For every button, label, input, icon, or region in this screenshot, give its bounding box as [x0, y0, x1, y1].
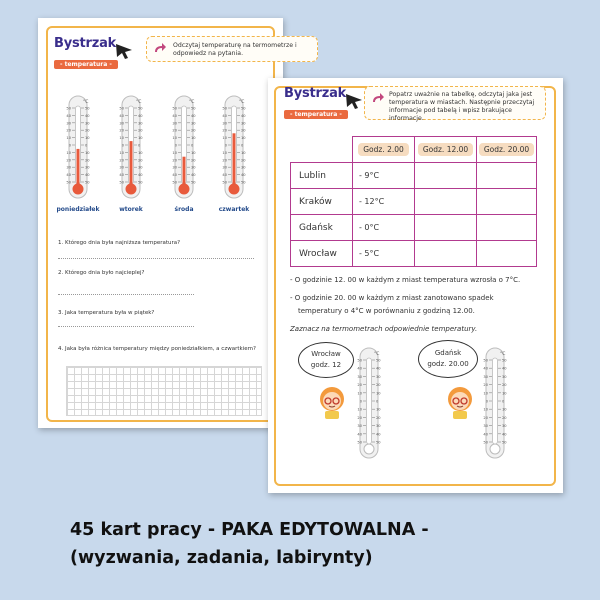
tick-label: 40: [172, 173, 177, 178]
tick-label: 50: [85, 106, 90, 111]
tick-label: 30: [85, 165, 90, 170]
question-4: 4. Jaka była różnica temperatury między poniedziałkiem, a czwartkiem?: [58, 346, 256, 352]
tick-label: 50: [502, 440, 507, 445]
tick-label: 30: [85, 121, 90, 126]
tick-label: 50: [502, 358, 507, 363]
empty-cell[interactable]: [415, 215, 477, 241]
table-header: [415, 137, 477, 163]
bubble-city: Wrocław: [311, 350, 341, 358]
tick-label: 50: [138, 180, 143, 185]
tick-label: 20: [241, 128, 246, 133]
tick-label: 10: [66, 150, 71, 155]
mercury-column: [77, 149, 80, 184]
tick-label: 40: [191, 113, 196, 118]
tick-label: 40: [222, 173, 227, 178]
tick-label: 0: [502, 399, 505, 404]
tick-label: 40: [483, 432, 488, 437]
tick-label: 50: [222, 180, 227, 185]
thermometer-icon: [64, 92, 92, 202]
day-label: środa: [174, 206, 194, 213]
tick-label: 10: [66, 136, 71, 141]
tick-label: 10: [138, 136, 143, 141]
tick-label: 20: [138, 128, 143, 133]
thermometer-bulb: [73, 184, 83, 194]
unit-label: °C: [136, 100, 142, 105]
tick-label: 10: [222, 150, 227, 155]
tick-label: 10: [376, 407, 381, 412]
tick-label: 20: [502, 383, 507, 388]
tick-label: 50: [138, 106, 143, 111]
day-thermometer: [220, 92, 248, 206]
task-text: Zaznacz na termometrach odpowiednie temperatury.: [290, 325, 478, 333]
city-name: Wrocław: [291, 241, 353, 267]
worksheet-thermometers: [38, 18, 297, 428]
thermometer-icon: [117, 92, 145, 202]
tick-label: 20: [483, 383, 488, 388]
caption-line-1: 45 kart pracy - PAKA EDYTOWALNA -: [70, 520, 429, 540]
logo-word: Bystrzak: [54, 36, 117, 51]
empty-cell[interactable]: [415, 189, 477, 215]
tick-label: 10: [357, 391, 362, 396]
tick-label: 20: [138, 158, 143, 163]
speech-bubble-gdansk: [418, 340, 478, 378]
tick-label: 10: [85, 136, 90, 141]
tick-label: 40: [376, 366, 381, 371]
bystrzak-logo: [284, 86, 348, 120]
table-row: [291, 163, 537, 189]
tick-label: 0: [485, 399, 488, 404]
tick-label: 10: [241, 136, 246, 141]
tick-label: 30: [119, 121, 124, 126]
tick-label: 40: [138, 173, 143, 178]
tick-label: 30: [483, 374, 488, 379]
header-label: Godz. 12.00: [418, 143, 473, 156]
tick-label: 0: [191, 143, 194, 148]
thermometer-bulb: [229, 184, 239, 194]
cursor-arrow-icon: [114, 42, 134, 60]
logo-subtitle: - temperatura -: [54, 60, 118, 69]
curved-arrow-icon: [371, 92, 385, 104]
empty-cell[interactable]: [477, 189, 537, 215]
tick-label: 10: [85, 150, 90, 155]
bubble-city: Gdańsk: [434, 349, 462, 357]
thermometer-icon: [354, 344, 384, 462]
tick-label: 30: [172, 165, 177, 170]
tick-label: 30: [376, 374, 381, 379]
tick-label: 20: [502, 415, 507, 420]
tick-label: 30: [66, 165, 71, 170]
tick-label: 10: [483, 391, 488, 396]
temperature-cell: - 5°C: [353, 241, 415, 267]
bubble-time: godz. 20.00: [427, 360, 469, 368]
speech-bubble-wroclaw: [298, 342, 354, 378]
header-label: Godz. 20.00: [479, 143, 534, 156]
table-header: [353, 137, 415, 163]
tick-label: 50: [66, 180, 71, 185]
tick-label: 40: [241, 113, 246, 118]
empty-cell[interactable]: [477, 163, 537, 189]
logo-word: Bystrzak: [284, 86, 347, 101]
tick-label: 40: [119, 113, 124, 118]
tick-label: 50: [357, 440, 362, 445]
tick-label: 40: [191, 173, 196, 178]
temperature-cell: - 0°C: [353, 215, 415, 241]
unit-label: °C: [239, 100, 245, 105]
empty-cell[interactable]: [477, 215, 537, 241]
thermometer-tube: [367, 358, 372, 444]
info-note-2-cont: temperatury o 4°C w porównaniu z godziną 12.00.: [298, 307, 475, 315]
empty-cell[interactable]: [415, 163, 477, 189]
tick-label: 20: [119, 158, 124, 163]
day-label: poniedziałek: [56, 206, 100, 213]
tick-label: 50: [172, 180, 177, 185]
tick-label: 30: [502, 424, 507, 429]
tick-label: 10: [241, 150, 246, 155]
tick-label: 20: [191, 158, 196, 163]
instruction-box: [364, 86, 546, 120]
tick-label: 20: [85, 128, 90, 133]
city-name: Kraków: [291, 189, 353, 215]
tick-label: 0: [68, 143, 71, 148]
tick-label: 10: [138, 150, 143, 155]
table-row: [291, 189, 537, 215]
child-character-icon: [444, 384, 476, 420]
tick-label: 50: [119, 180, 124, 185]
tick-label: 40: [138, 113, 143, 118]
header-label: Godz. 2.00: [358, 143, 409, 156]
day-thermometer: [64, 92, 92, 206]
tick-label: 30: [357, 374, 362, 379]
tick-label: 10: [119, 150, 124, 155]
tick-label: 0: [241, 143, 244, 148]
tick-label: 30: [66, 121, 71, 126]
tick-label: 0: [224, 143, 227, 148]
child-character-icon: [316, 384, 348, 420]
tick-label: 10: [172, 136, 177, 141]
tick-label: 30: [357, 424, 362, 429]
thermometer-icon: [220, 92, 248, 202]
tick-label: 30: [191, 165, 196, 170]
answer-line: [58, 258, 254, 259]
tick-label: 40: [119, 173, 124, 178]
tick-label: 50: [66, 106, 71, 111]
bystrzak-logo: [54, 36, 118, 70]
tick-label: 40: [222, 113, 227, 118]
tick-label: 0: [121, 143, 124, 148]
tick-label: 50: [241, 180, 246, 185]
thermometer-bulb: [364, 444, 374, 454]
mercury-column: [130, 141, 133, 184]
tick-label: 50: [357, 358, 362, 363]
caption-line-2: (wyzwania, zadania, labirynty): [70, 548, 373, 568]
tick-label: 20: [357, 415, 362, 420]
thermometer-icon: [170, 92, 198, 202]
tick-label: 10: [191, 150, 196, 155]
instruction-text: Popatrz uważnie na tabelkę, odczytaj jaka jest temperatura w miastach. Następnie przeczytaj informacje pod tabelą i wpisz brakujące informacje.: [389, 91, 535, 122]
temperature-cell: - 12°C: [353, 189, 415, 215]
tick-label: 40: [502, 432, 507, 437]
tick-label: 20: [376, 415, 381, 420]
tick-label: 20: [66, 158, 71, 163]
tick-label: 30: [483, 424, 488, 429]
tick-label: 30: [138, 165, 143, 170]
logo-subtitle: - temperatura -: [284, 110, 348, 119]
unit-label: °C: [374, 352, 380, 357]
tick-label: 40: [172, 113, 177, 118]
tick-label: 40: [66, 113, 71, 118]
tick-label: 30: [241, 121, 246, 126]
tick-label: 20: [172, 128, 177, 133]
tick-label: 40: [376, 432, 381, 437]
tick-label: 30: [222, 165, 227, 170]
day-thermometer: [170, 92, 198, 206]
tick-label: 10: [376, 391, 381, 396]
mercury-column: [233, 133, 236, 184]
table-row: [291, 215, 537, 241]
tick-label: 50: [483, 440, 488, 445]
curved-arrow-icon: [153, 42, 167, 54]
tick-label: 20: [85, 158, 90, 163]
tick-label: 30: [502, 374, 507, 379]
empty-thermometer-gdansk[interactable]: [480, 344, 510, 466]
tick-label: 40: [85, 173, 90, 178]
question-3: 3. Jaka temperatura była w piątek?: [58, 310, 155, 316]
tick-label: 20: [191, 128, 196, 133]
tick-label: 50: [376, 358, 381, 363]
tick-label: 20: [357, 383, 362, 388]
tick-label: 0: [138, 143, 141, 148]
tick-label: 30: [138, 121, 143, 126]
tick-label: 20: [376, 383, 381, 388]
day-thermometer: [117, 92, 145, 206]
thermometer-row: [38, 86, 283, 236]
temperature-table: [290, 136, 537, 267]
tick-label: 10: [483, 407, 488, 412]
tick-label: 50: [191, 106, 196, 111]
bubble-time: godz. 12: [310, 361, 342, 369]
table-row: [291, 241, 537, 267]
tick-label: 40: [483, 366, 488, 371]
temperature-cell: - 9°C: [353, 163, 415, 189]
tick-label: 30: [119, 165, 124, 170]
tick-label: 40: [357, 366, 362, 371]
tick-label: 30: [172, 121, 177, 126]
info-note-1: - O godzinie 12. 00 w każdym z miast temperatura wzrosła o 7°C.: [290, 276, 521, 284]
tick-label: 0: [359, 399, 362, 404]
cursor-arrow-icon: [344, 92, 364, 110]
tick-label: 30: [191, 121, 196, 126]
tick-label: 10: [357, 407, 362, 412]
tick-label: 10: [502, 391, 507, 396]
question-1: 1. Którego dnia była najniższa temperatura?: [58, 240, 181, 246]
tick-label: 20: [66, 128, 71, 133]
table-corner: [291, 137, 353, 163]
tick-label: 50: [191, 180, 196, 185]
tick-label: 50: [119, 106, 124, 111]
tick-label: 40: [502, 366, 507, 371]
tick-label: 0: [376, 399, 379, 404]
info-note-2: - O godzinie 20. 00 w każdym z miast zanotowano spadek: [290, 294, 494, 302]
empty-cell[interactable]: [415, 241, 477, 267]
tick-label: 50: [241, 106, 246, 111]
tick-label: 10: [119, 136, 124, 141]
tick-label: 10: [222, 136, 227, 141]
tick-label: 40: [66, 173, 71, 178]
tick-label: 20: [222, 128, 227, 133]
tick-label: 40: [241, 173, 246, 178]
tick-label: 10: [172, 150, 177, 155]
empty-cell[interactable]: [477, 241, 537, 267]
unit-label: °C: [83, 100, 89, 105]
tick-label: 30: [222, 121, 227, 126]
thermometer-bulb: [490, 444, 500, 454]
tick-label: 20: [119, 128, 124, 133]
answer-line: [58, 326, 194, 327]
tick-label: 0: [174, 143, 177, 148]
tick-label: 30: [376, 424, 381, 429]
question-2: 2. Którego dnia było najcieplej?: [58, 270, 145, 276]
instruction-text: Odczytaj temperaturę na termometrze i odpowiedz na pytania.: [173, 42, 297, 57]
worksheet-city-temperatures: [268, 78, 563, 493]
thermometer-bulb: [126, 184, 136, 194]
thermometer-tube: [493, 358, 498, 444]
thermometer-icon: [480, 344, 510, 462]
table-header: [477, 137, 537, 163]
tick-label: 40: [357, 432, 362, 437]
tick-label: 30: [241, 165, 246, 170]
city-name: Gdańsk: [291, 215, 353, 241]
day-label: czwartek: [218, 206, 250, 213]
empty-thermometer-wroclaw[interactable]: [354, 344, 384, 466]
tick-label: 50: [376, 440, 381, 445]
mercury-column: [183, 157, 186, 184]
unit-label: °C: [189, 100, 195, 105]
tick-label: 10: [191, 136, 196, 141]
city-name: Lublin: [291, 163, 353, 189]
unit-label: °C: [500, 352, 506, 357]
tick-label: 40: [85, 113, 90, 118]
tick-label: 50: [85, 180, 90, 185]
tick-label: 50: [172, 106, 177, 111]
tick-label: 0: [85, 143, 88, 148]
tick-label: 20: [222, 158, 227, 163]
answer-line: [58, 294, 194, 295]
answer-grid: [66, 366, 262, 416]
instruction-box: [146, 36, 318, 62]
tick-label: 50: [222, 106, 227, 111]
tick-label: 50: [483, 358, 488, 363]
day-label: wtorek: [119, 206, 143, 213]
tick-label: 20: [172, 158, 177, 163]
tick-label: 20: [483, 415, 488, 420]
tick-label: 10: [502, 407, 507, 412]
tick-label: 20: [241, 158, 246, 163]
thermometer-bulb: [179, 184, 189, 194]
